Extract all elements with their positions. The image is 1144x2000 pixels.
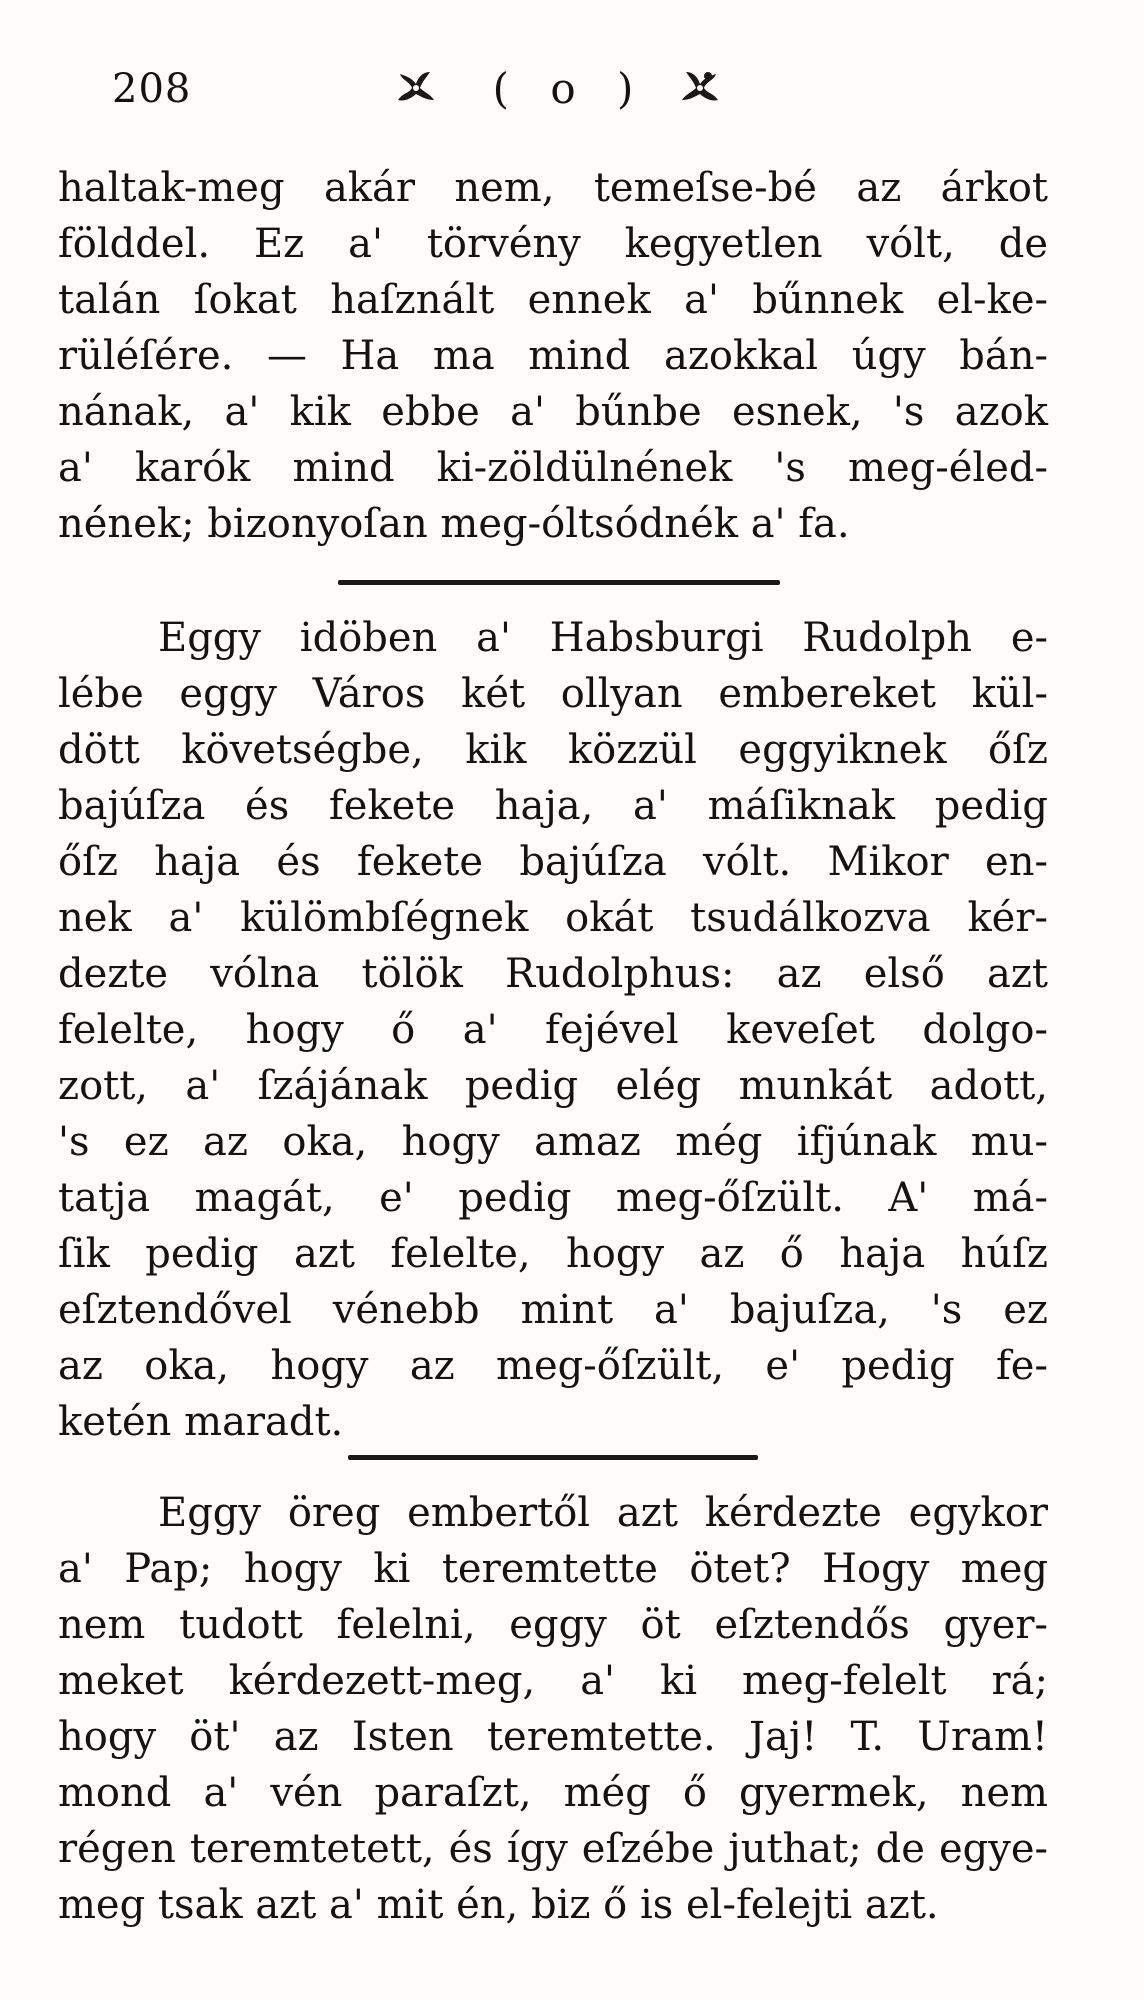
- text-line: rüléſére. — Ha ma mind azokkal úgy bán-: [58, 333, 1048, 379]
- text-line: Eggy öreg embertől azt kérdezte egykor: [158, 1490, 1048, 1536]
- text-line: a' karók mind ki-zöldülnének 's meg-éled-: [58, 445, 1048, 491]
- text-line: nem tudott felelni, eggy öt eſztendős gyer-: [58, 1602, 1048, 1648]
- text-line: őſz haja és fekete bajúſza vólt. Mikor en-: [58, 839, 1048, 885]
- text-line: talán ſokat haſznált ennek a' bűnnek el-ke-: [58, 277, 1048, 323]
- paragraph-2: [58, 610, 1048, 1450]
- text-line: zott, a' ſzájának pedig elég munkát adott,: [58, 1063, 1048, 1109]
- text-line: mond a' vén paraſzt, még ő gyermek, nem: [58, 1770, 1048, 1816]
- section-divider: [338, 580, 780, 585]
- text-line: nének; bizonyoſan meg-óltsódnék a' fa.: [58, 501, 850, 547]
- text-line: tatja magát, e' pedig meg-őſzült. A' má-: [58, 1175, 1048, 1221]
- floral-ornament-icon: [678, 64, 724, 110]
- text-line: dött követségbe, kik közzül eggyiknek őſz: [58, 727, 1048, 773]
- text-line: eſztendővel vénebb mint a' bajuſza, 's ez: [58, 1287, 1048, 1333]
- section-divider: [348, 1455, 758, 1460]
- text-line: ſik pedig azt felelte, hogy az ő haja húſz: [58, 1231, 1048, 1277]
- text-line: ketén maradt.: [58, 1399, 344, 1445]
- text-line: földdel. Ez a' törvény kegyetlen vólt, de: [58, 221, 1048, 267]
- text-line: felelte, hogy ő a' fejével keveſet dolgo-: [58, 1007, 1048, 1053]
- floral-ornament-icon: [392, 64, 438, 110]
- text-line: a' Pap; hogy ki teremtette ötet? Hogy meg: [58, 1546, 1048, 1592]
- text-line: lébe eggy Város két ollyan embereket kül-: [58, 671, 1048, 717]
- text-line: 's ez az oka, hogy amaz még ifjúnak mu-: [58, 1119, 1048, 1165]
- text-line: régen teremtetett, és így eſzébe juthat; de egye-: [58, 1826, 1048, 1872]
- text-line: bajúſza és fekete haja, a' máſiknak pedig: [58, 783, 1048, 829]
- page-number: 208: [112, 66, 192, 112]
- text-line: dezte vólna tölök Rudolphus: az első azt: [58, 951, 1048, 997]
- text-line: meket kérdezett-meg, a' ki meg-felelt rá;: [58, 1658, 1048, 1704]
- paragraph-3: [58, 1485, 1048, 1933]
- text-line: nek a' külömbſégnek okát tsudálkozva kér-: [58, 895, 1048, 941]
- text-line: nának, a' kik ebbe a' bűnbe esnek, 's azok: [58, 389, 1048, 435]
- paragraph-1: [58, 160, 1048, 552]
- text-line: hogy öt' az Isten teremtette. Jaj! T. Uram!: [58, 1714, 1048, 1760]
- text-line: meg tsak azt a' mit én, biz ő is el-felejti azt.: [58, 1882, 939, 1928]
- text-line: haltak-meg akár nem, temeſse-bé az árkot: [58, 165, 1048, 211]
- text-line: az oka, hogy az meg-őſzült, e' pedig fe-: [58, 1343, 1048, 1389]
- page-header: [0, 58, 1144, 138]
- header-center-mark: ( o ): [492, 64, 648, 113]
- text-line: Eggy idöben a' Habsburgi Rudolph e-: [158, 615, 1048, 661]
